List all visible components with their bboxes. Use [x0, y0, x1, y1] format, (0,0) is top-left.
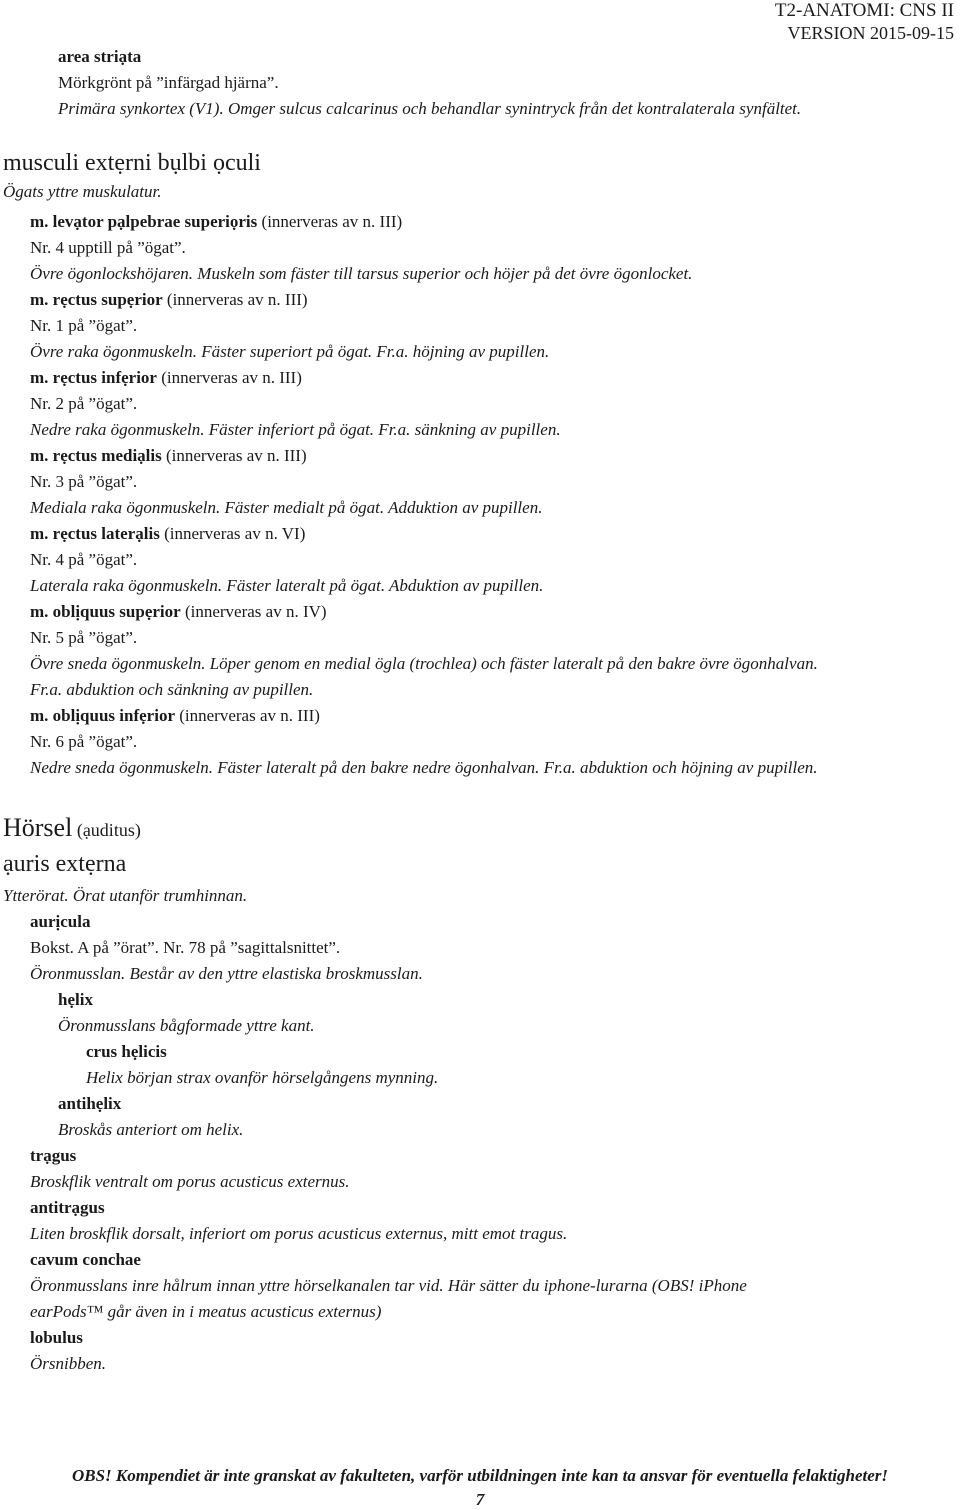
chapter-heading [3, 811, 141, 848]
term-heading: trạgus [30, 1146, 77, 1165]
model-reference: Nr. 6 på ”ögat”. [30, 732, 138, 751]
innervation: (innerveras av n. III) [162, 290, 308, 309]
term-heading: area striạta [58, 47, 142, 66]
muscle-entry [30, 523, 305, 545]
muscle-description-cont: Fr.a. abduktion och sänkning av pupillen. [30, 680, 314, 699]
term-heading: lobulus [30, 1328, 83, 1347]
muscle-name: m. oblịquus supẹrior [30, 602, 181, 621]
muscle-description: Laterala raka ögonmuskeln. Fäster lateralt på ögat. Abduktion av pupillen. [30, 576, 544, 595]
muscle-description: Övre ögonlockshöjaren. Muskeln som fäster till tarsus superior och höjer på det övre ögonlocket. [30, 264, 693, 283]
muscle-entry [30, 289, 308, 311]
muscle-name: m. rẹctus supẹrior [30, 290, 163, 309]
muscle-entry [30, 445, 307, 467]
term-heading: antitrạgus [30, 1198, 105, 1217]
muscle-entry [30, 367, 302, 389]
disclaimer: OBS! Kompendiet är inte granskat av fakulteten, varför utbildningen inte kan ta ansvar för eventuella felaktigheter! [71, 1466, 889, 1485]
muscle-description: Mediala raka ögonmuskeln. Fäster medialt på ögat. Adduktion av pupillen. [30, 498, 543, 517]
term-description: Öronmusslans bågformade yttre kant. [58, 1016, 315, 1035]
innervation: (innerveras av n. III) [257, 212, 403, 231]
innervation: (innerveras av n. III) [175, 706, 320, 725]
section-description: Ögats yttre muskulatur. [3, 182, 162, 201]
muscle-name: m. rẹctus infẹrior [30, 368, 157, 387]
term-heading: hẹlix [58, 990, 93, 1009]
muscle-name: m. levạtor pạlpebrae superiọris [30, 212, 258, 231]
muscle-description: Nedre sneda ögonmuskeln. Fäster lateralt på den bakre nedre ögonhalvan. Fr.a. abduktion och höjning av pupillen. [30, 758, 818, 777]
term-heading: aurịcula [30, 912, 91, 931]
muscle-entry [30, 705, 320, 727]
innervation: (innerveras av n. IV) [180, 602, 327, 621]
term-description: Öronmusslans inre hålrum innan yttre hörselkanalen tar vid. Här sätter du iphone-lurarna (OBS! iPhone [30, 1276, 747, 1295]
version-label: VERSION 2015-09-15 [787, 23, 954, 43]
muscle-description: Övre sneda ögonmuskeln. Löper genom en medial ögla (trochlea) och fäster lateralt på den bakre övre ögonhalvan. [30, 654, 818, 673]
term-description: Liten broskflik dorsalt, inferiort om porus acusticus externus, mitt emot tragus. [30, 1224, 568, 1243]
page-header [775, 0, 954, 44]
chapter-title: Hörsel [3, 813, 73, 842]
page-number: 7 [475, 1490, 485, 1509]
term-note: Mörkgrönt på ”infärgad hjärna”. [58, 73, 279, 92]
model-reference: Bokst. A på ”örat”. Nr. 78 på ”sagittalsnittet”. [30, 938, 341, 957]
term-description: Primära synkortex (V1). Omger sulcus calcarinus och behandlar synintryck från det kontralaterala synfältet. [58, 99, 802, 118]
model-reference: Nr. 4 på ”ögat”. [30, 550, 138, 569]
model-reference: Nr. 2 på ”ögat”. [30, 394, 138, 413]
model-reference: Nr. 1 på ”ögat”. [30, 316, 138, 335]
section-heading: ạuris extẹrna [3, 851, 127, 877]
muscle-description: Övre raka ögonmuskeln. Fäster superiort på ögat. Fr.a. höjning av pupillen. [30, 342, 550, 361]
muscle-name: m. rẹctus mediạlis [30, 446, 162, 465]
term-description: Helix början strax ovanför hörselgångens mynning. [86, 1068, 439, 1087]
model-reference: Nr. 3 på ”ögat”. [30, 472, 138, 491]
muscle-description: Nedre raka ögonmuskeln. Fäster inferiort på ögat. Fr.a. sänkning av pupillen. [30, 420, 561, 439]
muscle-entry [30, 211, 402, 233]
term-description-cont: earPods™ går även in i meatus acusticus externus) [30, 1302, 382, 1321]
muscle-name: m. oblịquus infẹrior [30, 706, 175, 725]
term-description: Öronmusslan. Består av den yttre elastiska broskmusslan. [30, 964, 423, 983]
term-heading: crus hẹlicis [86, 1042, 167, 1061]
model-reference: Nr. 5 på ”ögat”. [30, 628, 138, 647]
term-description: Örsnibben. [30, 1354, 107, 1373]
innervation: (innerveras av n. III) [161, 446, 307, 465]
section-heading: musculi extẹrni bụlbi ọculi [3, 150, 261, 176]
section-description: Ytterörat. Örat utanför trumhinnan. [3, 886, 248, 905]
muscle-name: m. rẹctus laterạlis [30, 524, 160, 543]
course-title: T2-ANATOMI: CNS II [774, 0, 954, 21]
muscle-entry [30, 601, 327, 623]
innervation: (innerveras av n. III) [156, 368, 302, 387]
innervation: (innerveras av n. VI) [159, 524, 306, 543]
term-heading: antihẹlix [58, 1094, 122, 1113]
model-reference: Nr. 4 upptill på ”ögat”. [30, 238, 186, 257]
term-heading: cavum conchae [30, 1250, 141, 1269]
chapter-latin: (ạuditus) [72, 820, 141, 840]
term-description: Broskflik ventralt om porus acusticus externus. [30, 1172, 350, 1191]
term-description: Broskås anteriort om helix. [58, 1120, 244, 1139]
